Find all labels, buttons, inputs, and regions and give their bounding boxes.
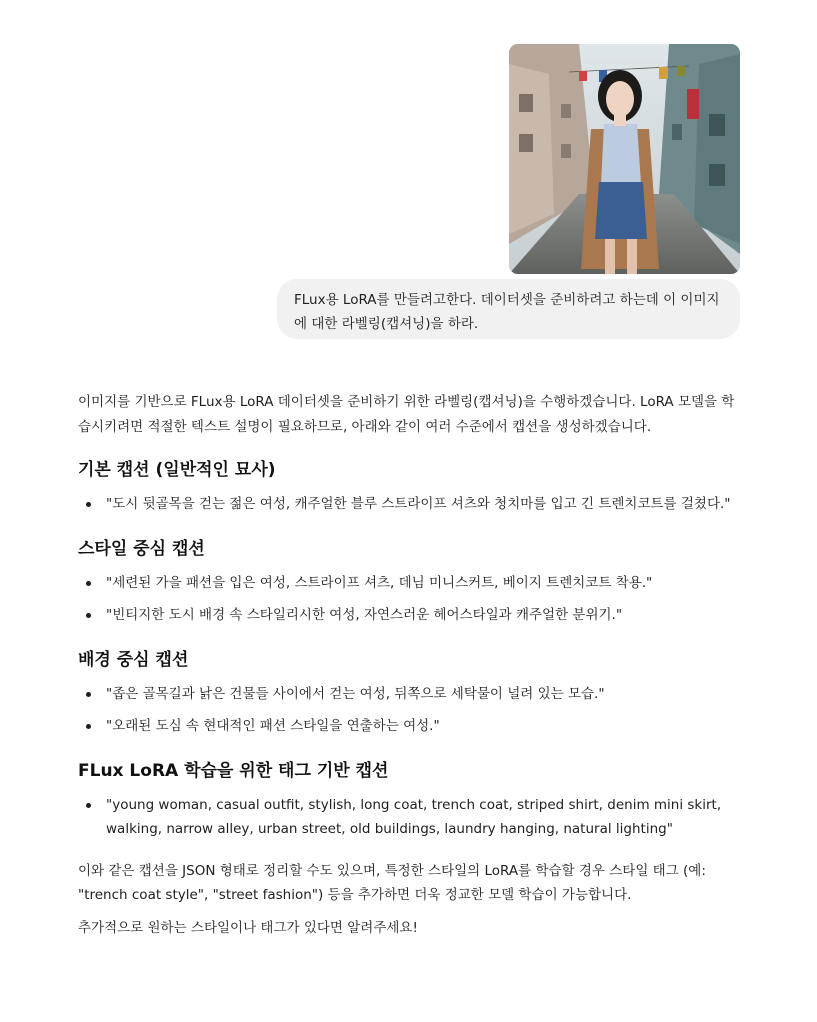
bullet-icon xyxy=(86,613,91,618)
section-list-style xyxy=(78,571,742,628)
uploaded-photo-illustration xyxy=(509,44,740,274)
list-item: "오래된 도심 속 현대적인 패션 스타일을 연출하는 여성." xyxy=(78,714,742,739)
section-list-tags xyxy=(78,793,742,842)
closing-paragraph: 추가적으로 원하는 스타일이나 태그가 있다면 알려주세요! xyxy=(78,919,418,936)
list-item: "빈티지한 도시 배경 속 스타일리시한 여성, 자연스러운 헤어스타일과 캐주얼한 분위기." xyxy=(78,603,742,628)
section-heading-style: 스타일 중심 캡션 xyxy=(78,538,205,559)
assistant-response xyxy=(78,390,742,940)
list-item: "좁은 골목길과 낡은 건물들 사이에서 걷는 여성, 뒤쪽으로 세탁물이 널려 있는 모습." xyxy=(78,682,742,707)
section-list-background xyxy=(78,682,742,739)
bullet-icon xyxy=(86,581,91,586)
outro-paragraph: 이와 같은 캡션을 JSON 형태로 정리할 수도 있으며, 특정한 스타일의 LoRA를 학습할 경우 스타일 태그 (예: "trench coat style", "street fashion") 등을 추가하면 더욱 정교한 모델 학습이 가능합니다. xyxy=(78,862,706,903)
section-heading-basic: 기본 캡션 (일반적인 묘사) xyxy=(78,460,276,480)
section-heading-tags: FLux LoRA 학습을 위한 태그 기반 캡션 xyxy=(78,760,389,781)
bullet-icon xyxy=(86,803,91,808)
bullet-icon xyxy=(86,502,91,507)
uploaded-image[interactable] xyxy=(509,44,740,274)
section-heading-background: 배경 중심 캡션 xyxy=(78,649,189,670)
list-item: "도시 뒷골목을 걷는 젊은 여성, 캐주얼한 블루 스트라이프 셔츠와 청치마를 입고 긴 트렌치코트를 걸쳤다." xyxy=(78,492,742,517)
list-item: "세련된 가을 패션을 입은 여성, 스트라이프 셔츠, 데님 미니스커트, 베이지 트렌치코트 착용." xyxy=(78,571,742,596)
bullet-icon xyxy=(86,724,91,729)
bullet-icon xyxy=(86,692,91,697)
user-message-bubble xyxy=(277,279,740,339)
list-item: "young woman, casual outfit, stylish, long coat, trench coat, striped shirt, denim mini skirt, walking, narrow alley, urban street, old buildings, laundry hanging, natural lighting" xyxy=(78,793,742,842)
intro-paragraph: 이미지를 기반으로 FLux용 LoRA 데이터셋을 준비하기 위한 라벨링(캡셔닝)을 수행하겠습니다. LoRA 모델을 학습시키려면 적절한 텍스트 설명이 필요하므로, 아래와 같이 여러 수준에서 캡션을 생성하겠습니다. xyxy=(78,394,735,435)
section-list-basic xyxy=(78,492,742,517)
user-message-text: FLux용 LoRA를 만들려고한다. 데이터셋을 준비하려고 하는데 이 이미지에 대한 라벨링(캡셔닝)을 하라. xyxy=(294,292,720,332)
